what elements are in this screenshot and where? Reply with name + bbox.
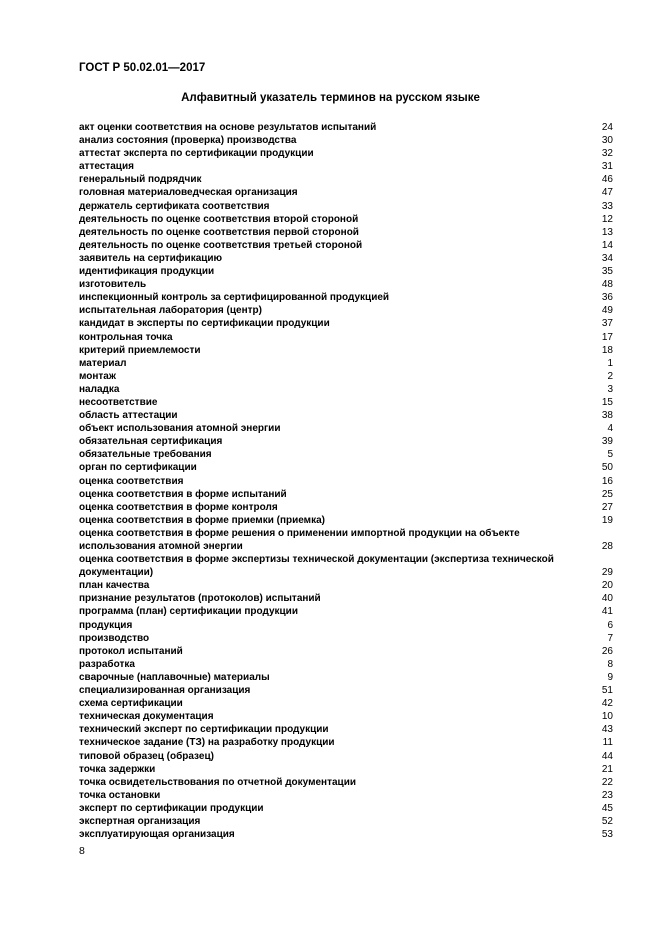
- index-term: орган по сертификации: [79, 462, 197, 474]
- index-page-ref: 16: [601, 475, 613, 487]
- index-page-ref: 10: [601, 711, 613, 723]
- index-term: акт оценки соответствия на основе результатов испытаний: [79, 122, 377, 133]
- index-term: производство: [79, 632, 150, 644]
- index-page-ref: 3: [607, 383, 613, 395]
- index-term: головная материаловедческая организация: [79, 187, 298, 199]
- index-term: деятельность по оценке соответствия первой стороной: [79, 226, 359, 238]
- index-page-ref: 22: [601, 776, 613, 788]
- index-entry: [79, 632, 613, 645]
- index-entry: [79, 226, 613, 239]
- index-page-ref: 23: [601, 789, 613, 801]
- index-entry: [79, 553, 613, 579]
- index-entry: [79, 723, 613, 736]
- index-term: типовой образец (образец): [79, 750, 214, 762]
- index-term: продукция: [79, 619, 133, 631]
- index-page-ref: 5: [607, 449, 613, 461]
- index-term: протокол испытаний: [79, 645, 183, 657]
- index-page-ref: 36: [601, 292, 613, 304]
- index-page-ref: 12: [601, 213, 613, 225]
- index-term: наладка: [79, 383, 120, 395]
- index-term: признание результатов (протоколов) испытаний: [79, 593, 321, 605]
- index-term: оценка соответствия: [79, 475, 184, 487]
- index-page-ref: 38: [601, 410, 613, 422]
- index-page-ref: 49: [601, 305, 613, 317]
- index-term: специализированная организация: [79, 685, 251, 697]
- index-page-ref: 51: [601, 685, 613, 697]
- index-page-ref: 27: [601, 501, 613, 513]
- index-term: эксперт по сертификации продукции: [79, 802, 264, 814]
- index-entry: [79, 160, 613, 173]
- index-term: оценка соответствия в форме экспертизы технической документации (экспертиза технической документации): [79, 554, 554, 579]
- index-entry: [79, 213, 613, 226]
- index-page-ref: 39: [601, 436, 613, 448]
- index-term: монтаж: [79, 370, 116, 382]
- index-term: схема сертификации: [79, 698, 183, 710]
- index-page-ref: 35: [601, 266, 613, 278]
- index-term: объект использования атомной энергии: [79, 423, 281, 435]
- index-entry: [79, 671, 613, 684]
- index-entry: [79, 239, 613, 252]
- index-entry: [79, 422, 613, 435]
- index-term: оценка соответствия в форме решения о применении импортной продукции на объекте использования атомной энергии: [79, 527, 520, 552]
- index-entry: [79, 147, 613, 160]
- index-page-ref: 33: [601, 200, 613, 212]
- index-term: аттестат эксперта по сертификации продукции: [79, 148, 314, 160]
- index-term: оценка соответствия в форме контроля: [79, 501, 278, 513]
- index-page-ref: 53: [601, 829, 613, 841]
- index-page-ref: 25: [601, 488, 613, 500]
- index-page-ref: 11: [602, 737, 613, 749]
- index-term: генеральный подрядчик: [79, 174, 202, 186]
- index-page-ref: 40: [601, 593, 613, 605]
- index-page-ref: 32: [601, 148, 613, 160]
- index-entry: [79, 605, 613, 618]
- index-page-ref: 30: [601, 135, 613, 147]
- index-entry: [79, 134, 613, 147]
- index-term: оценка соответствия в форме испытаний: [79, 488, 287, 500]
- index-entry: [79, 291, 613, 304]
- index-page-ref: 9: [607, 671, 613, 683]
- index-entry: [79, 317, 613, 330]
- index-page-ref: 45: [601, 802, 613, 814]
- index-page-ref: 31: [601, 161, 613, 173]
- index-entry: [79, 658, 613, 671]
- index-page-ref: 4: [607, 423, 613, 435]
- index-entry: [79, 409, 613, 422]
- index-term: кандидат в эксперты по сертификации продукции: [79, 318, 330, 330]
- index-entry: [79, 776, 613, 789]
- index-entry: [79, 173, 613, 186]
- index-page-ref: 48: [601, 279, 613, 291]
- index-page-ref: 44: [601, 750, 613, 762]
- index-entry: [79, 697, 613, 710]
- index-term: деятельность по оценке соответствия третьей стороной: [79, 239, 363, 251]
- index-term: несоответствие: [79, 396, 158, 408]
- index-term: изготовитель: [79, 279, 147, 291]
- index-page-ref: 43: [601, 724, 613, 736]
- index-term: аттестация: [79, 161, 134, 173]
- index-term: область аттестации: [79, 410, 178, 422]
- index-term: испытательная лаборатория (центр): [79, 305, 262, 317]
- index-page-ref: 20: [601, 580, 613, 592]
- index-term: точка освидетельствования по отчетной документации: [79, 776, 356, 788]
- index-page-ref: 15: [601, 396, 613, 408]
- index-term: сварочные (наплавочные) материалы: [79, 671, 270, 683]
- index-entry: [79, 579, 613, 592]
- index-entry: [79, 684, 613, 697]
- index-page-ref: 50: [601, 462, 613, 474]
- index-page-ref: 41: [601, 606, 613, 618]
- index-term: материал: [79, 357, 127, 369]
- index-page-ref: 46: [601, 174, 613, 186]
- index-page-ref: 24: [601, 122, 613, 133]
- index-entry: [79, 265, 613, 278]
- index-entry: [79, 619, 613, 632]
- index-term: инспекционный контроль за сертифицированной продукцией: [79, 292, 390, 304]
- index-page-ref: 13: [601, 226, 613, 238]
- index-entry: [79, 121, 613, 134]
- index-entry: [79, 383, 613, 396]
- index-entry: [79, 435, 613, 448]
- document-code: ГОСТ Р 50.02.01—2017: [79, 62, 206, 74]
- index-page-ref: 1: [607, 357, 613, 369]
- index-term: точка остановки: [79, 789, 161, 801]
- index-entry: [79, 461, 613, 474]
- index-term: технический эксперт по сертификации продукции: [79, 724, 329, 736]
- index-term: идентификация продукции: [79, 266, 215, 278]
- index-page-ref: 19: [601, 514, 613, 526]
- index-entry: [79, 331, 613, 344]
- index-term: обязательная сертификация: [79, 436, 223, 448]
- index-term: контрольная точка: [79, 331, 173, 343]
- index-page-ref: 26: [601, 645, 613, 657]
- index-page-ref: 14: [601, 239, 613, 251]
- index-entry: [79, 750, 613, 763]
- index-entry: [79, 344, 613, 357]
- index-page-ref: 8: [607, 658, 613, 670]
- index-term: план качества: [79, 580, 150, 592]
- index-entry: [79, 488, 613, 501]
- index-term: обязательные требования: [79, 449, 212, 461]
- index-entry: [79, 828, 613, 841]
- index-page-ref: 21: [601, 763, 613, 775]
- index-page-ref: 18: [601, 344, 613, 356]
- index-entry: [79, 815, 613, 828]
- index-entry: [79, 200, 613, 213]
- index-entry: [79, 396, 613, 409]
- index-entry: [79, 802, 613, 815]
- index-entry: [79, 514, 613, 527]
- index-entry: [79, 186, 613, 199]
- index-term: оценка соответствия в форме приемки (приемка): [79, 514, 325, 526]
- index-term: деятельность по оценке соответствия второй стороной: [79, 213, 359, 225]
- index-term: техническая документация: [79, 711, 214, 723]
- index-term: техническое задание (ТЗ) на разработку продукции: [79, 737, 335, 749]
- index-entry: [79, 357, 613, 370]
- index-entry: [79, 645, 613, 658]
- index-term: заявитель на сертификацию: [79, 252, 223, 264]
- index-title: Алфавитный указатель терминов на русском языке: [181, 92, 480, 104]
- index-term: эксплуатирующая организация: [79, 829, 235, 841]
- index-page-ref: 37: [601, 318, 613, 330]
- index-entry: [79, 527, 613, 553]
- index-page-ref: 2: [607, 370, 613, 382]
- index-entry: [79, 278, 613, 291]
- index-page-ref: 17: [601, 331, 613, 343]
- index-page-ref: 29: [601, 567, 613, 579]
- index-page-ref: 34: [601, 252, 613, 264]
- index-term: держатель сертификата соответствия: [79, 200, 270, 212]
- index-term: программа (план) сертификации продукции: [79, 606, 298, 618]
- index-entry: [79, 475, 613, 488]
- index-entry: [79, 252, 613, 265]
- index-entry: [79, 448, 613, 461]
- index-entry: [79, 501, 613, 514]
- index-entry: [79, 370, 613, 383]
- index-term: разработка: [79, 658, 135, 670]
- index-entry: [79, 789, 613, 802]
- index-page-ref: 28: [601, 541, 613, 552]
- page-number: 8: [79, 845, 85, 857]
- index-entry: [79, 592, 613, 605]
- index-term: анализ состояния (проверка) производства: [79, 135, 297, 147]
- index-entry: [79, 736, 613, 749]
- term-index-list: [79, 121, 613, 841]
- index-term: экспертная организация: [79, 815, 201, 827]
- index-term: критерий приемлемости: [79, 344, 201, 356]
- index-page-ref: 52: [601, 815, 613, 827]
- index-entry: [79, 763, 613, 776]
- index-page-ref: 6: [607, 619, 613, 631]
- index-entry: [79, 304, 613, 317]
- index-page-ref: 47: [601, 187, 613, 199]
- index-page-ref: 42: [601, 698, 613, 710]
- index-page-ref: 7: [607, 632, 613, 644]
- index-entry: [79, 710, 613, 723]
- index-term: точка задержки: [79, 763, 156, 775]
